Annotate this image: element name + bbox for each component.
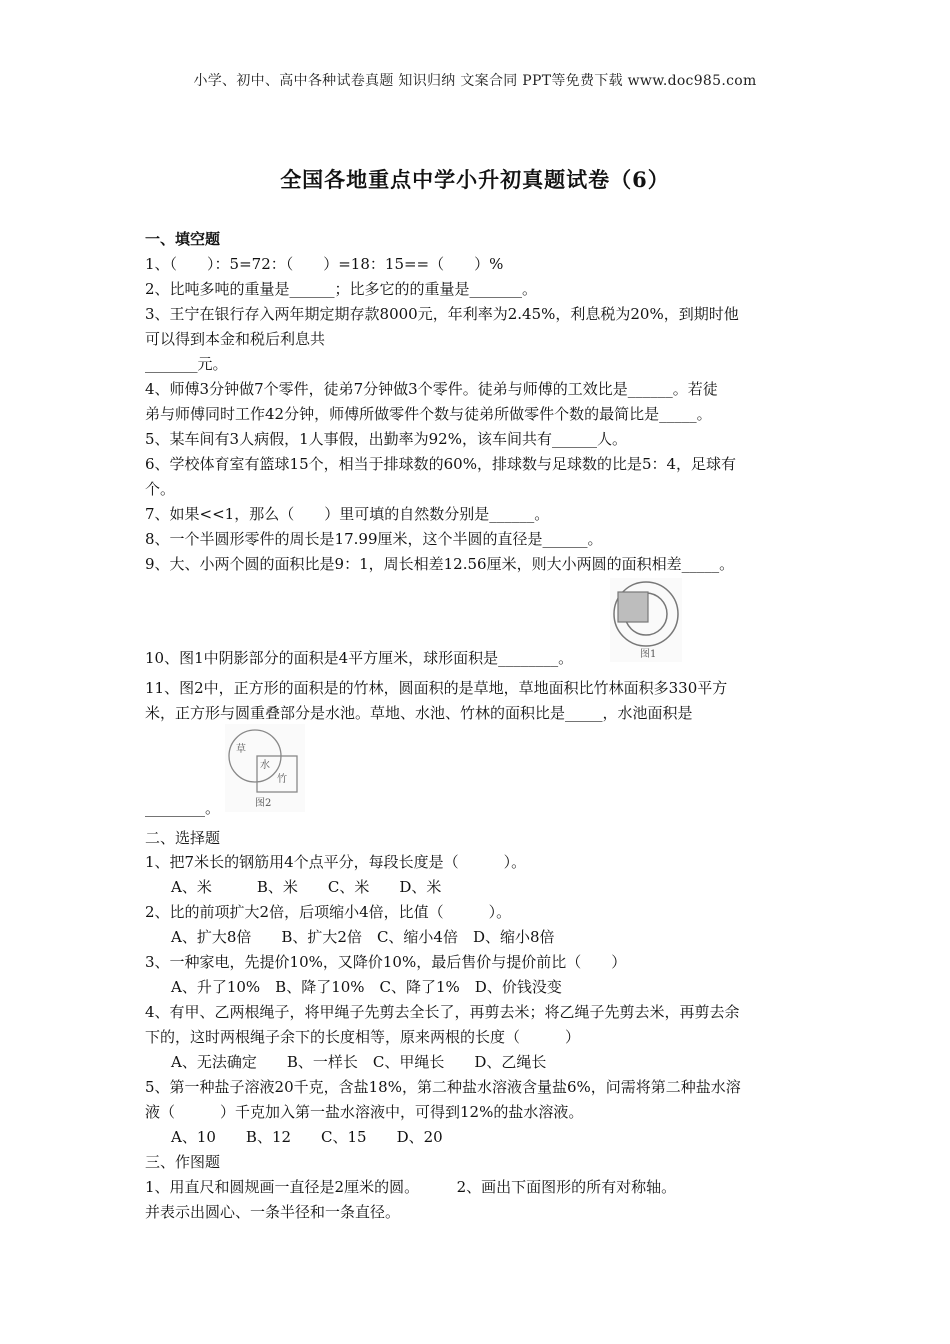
figure-1 — [610, 578, 682, 662]
fig2-label-bamboo: 竹 — [277, 774, 287, 785]
fig2-label-pond: 水 — [260, 760, 270, 771]
question-1-2: 2、比吨多吨的重量是______；比多它的的重量是_______。 — [145, 280, 538, 298]
page-header: 小学、初中、高中各种试卷真题 知识归纳 文案合同 PPT等免费下载 www.doc985.com — [193, 73, 757, 89]
drawing-1-cont: 并表示出圆心、一条半径和一条直径。 — [145, 1203, 401, 1221]
section-fill-blank-heading: 一、填空题 — [145, 230, 221, 248]
choice-4-options: A、无法确定 B、一样长 C、甲绳长 D、乙绳长 — [171, 1053, 547, 1071]
choice-4: 4、有甲、乙两根绳子，将甲绳子先剪去全长了，再剪去米；将乙绳子先剪去米，再剪去余 — [145, 1003, 740, 1021]
fig2-caption: 图2 — [255, 798, 272, 809]
question-1-9: 9、大、小两个圆的面积比是9：1，周长相差12.56厘米，则大小两圆的面积相差_____。 — [145, 555, 735, 573]
choice-3-options: A、升了10% B、降了10% C、降了1% D、价钱没变 — [171, 978, 562, 996]
choice-5: 5、第一种盐子溶液20千克，含盐18%，第二种盐水溶液含量盐6%，问需将第二种盐水溶 — [145, 1078, 741, 1096]
question-1-11: 11、图2中，正方形的面积是的竹林，圆面积的是草地，草地面积比竹林面积多330平方 — [145, 679, 728, 697]
question-1-8: 8、一个半圆形零件的周长是17.99厘米，这个半圆的直径是______。 — [145, 530, 603, 548]
question-1-4: 4、师傅3分钟做7个零件，徒弟7分钟做3个零件。徒弟与师傅的工效比是______。若徒 — [145, 380, 718, 398]
question-1-1: 1、（ ）：5=72：（ ）=18：15==（ ）% — [145, 255, 504, 273]
figure-2 — [225, 724, 305, 812]
choice-1-options: A、米 B、米 C、米 D、米 — [171, 878, 442, 896]
fig1-caption: 图1 — [640, 649, 657, 660]
question-1-4-cont: 弟与师傅同时工作42分钟，师傅所做零件个数与徒弟所做零件个数的最简比是_____。 — [145, 405, 712, 423]
choice-1: 1、把7米长的钢筋用4个点平分，每段长度是（ ）。 — [145, 853, 527, 871]
question-1-6-cont: 个。 — [145, 480, 176, 498]
question-1-11-answer: ________。 — [145, 799, 221, 817]
fig2-label-grass: 草 — [236, 744, 246, 755]
choice-2-options: A、扩大8倍 B、扩大2倍 C、缩小4倍 D、缩小8倍 — [171, 928, 555, 946]
question-1-10: 10、图1中阴影部分的面积是4平方厘米，球形面积是________。 — [145, 649, 574, 667]
choice-2: 2、比的前项扩大2倍，后项缩小4倍，比值（ ）。 — [145, 903, 512, 921]
fig1-shaded-square — [618, 592, 648, 622]
choice-5-cont: 液（ ）千克加入第一盐水溶液中，可得到12%的盐水溶液。 — [145, 1103, 584, 1121]
question-1-6: 6、学校体育室有篮球15个，相当于排球数的60%，排球数与足球数的比是5：4，足球有 — [145, 455, 737, 473]
section-drawing-heading: 三、作图题 — [145, 1153, 221, 1171]
question-1-3-cont2: _______元。 — [145, 355, 228, 373]
question-1-3: 3、王宁在银行存入两年期定期存款8000元，年利率为2.45%，利息税为20%，到期时他 — [145, 305, 739, 323]
choice-3: 3、一种家电，先提价10%，又降价10%，最后售价与提价前比（ ） — [145, 953, 627, 971]
question-1-7: 7、如果<<1，那么（ ）里可填的自然数分别是______。 — [145, 505, 550, 523]
question-1-11-cont: 米，正方形与圆重叠部分是水池。草地、水池、竹林的面积比是_____，水池面积是 — [145, 704, 693, 722]
choice-5-options: A、10 B、12 C、15 D、20 — [171, 1128, 443, 1146]
drawing-1-2: 1、用直尺和圆规画一直径是2厘米的圆。 2、画出下面图形的所有对称轴。 — [145, 1178, 677, 1196]
page-title: 全国各地重点中学小升初真题试卷（6） — [280, 167, 670, 192]
question-1-3-cont: 可以得到本金和税后利息共 — [145, 330, 326, 348]
choice-4-cont: 下的，这时两根绳子余下的长度相等，原来两根的长度（ ） — [145, 1028, 581, 1046]
section-choice-heading: 二、选择题 — [145, 829, 221, 847]
question-1-5: 5、某车间有3人病假，1人事假，出勤率为92%，该车间共有______人。 — [145, 430, 627, 448]
